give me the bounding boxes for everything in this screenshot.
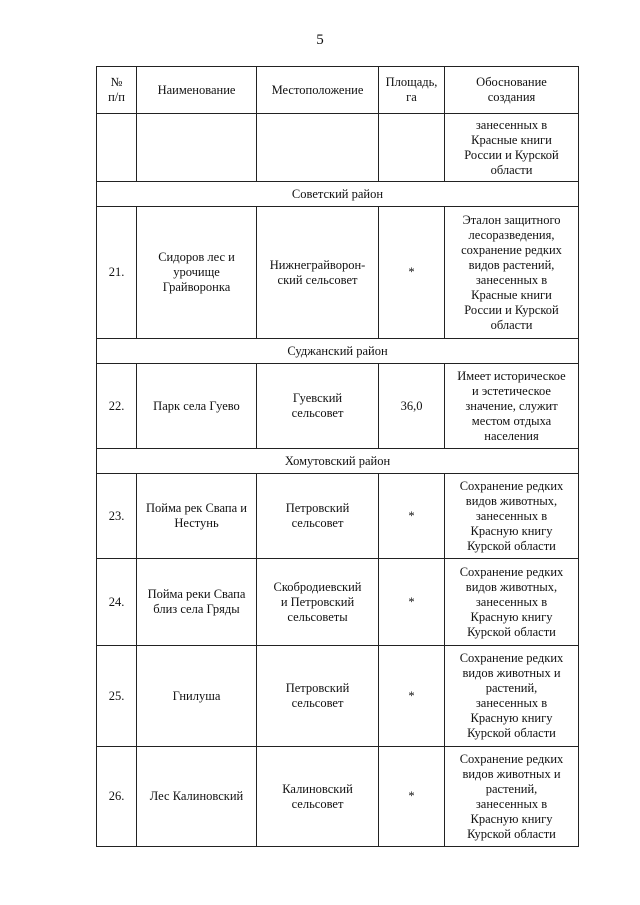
basis-line: растений, <box>485 681 538 695</box>
cell-name <box>137 207 257 339</box>
basis-line: России и Курской <box>464 302 559 317</box>
basis-line: Сохранение редких <box>459 564 564 579</box>
table-header-row <box>97 67 579 114</box>
header-basis-line: создания <box>487 90 536 104</box>
table-row <box>97 207 579 339</box>
cell-num <box>97 114 137 182</box>
cell-name <box>137 364 257 449</box>
basis-line: видов растений, <box>468 257 555 272</box>
basis-line: Красные книги <box>471 132 552 147</box>
name-line: урочище <box>173 265 220 279</box>
cell-name <box>137 646 257 747</box>
cell-basis <box>445 747 579 847</box>
location-line: Петровский <box>285 681 350 695</box>
name-line: близ села Гряды <box>153 602 240 616</box>
cell-area: * <box>379 207 445 339</box>
cell-num: 22. <box>97 364 137 449</box>
basis-line: видов животных и <box>462 766 561 781</box>
basis-line: занесенных в <box>475 796 548 811</box>
header-area-line: га <box>406 90 417 104</box>
basis-line: Курской области <box>467 826 556 841</box>
header-num-line: № <box>110 75 123 89</box>
basis-line: Курской области <box>467 726 556 740</box>
cell-num: 21. <box>97 207 137 339</box>
name-line: Грайворонка <box>162 280 231 294</box>
basis-line: области <box>490 162 533 177</box>
cell-name <box>137 114 257 182</box>
basis-line: Красную книгу <box>470 711 553 725</box>
basis-line: видов животных, <box>465 579 558 594</box>
cell-location <box>257 364 379 449</box>
name-line: Гнилуша <box>172 688 221 703</box>
location-line: Гуевский <box>292 391 343 405</box>
basis-line: занесенных в <box>475 508 548 523</box>
cell-area: * <box>379 747 445 847</box>
basis-line: занесенных в <box>475 594 548 609</box>
district-name: Советский район <box>97 182 579 207</box>
basis-line: Красную книгу <box>470 811 553 826</box>
header-basis-line: Обоснование <box>476 75 547 89</box>
cell-basis <box>445 207 579 339</box>
header-area-line: Площадь, <box>385 75 438 89</box>
section-row <box>97 182 579 207</box>
basis-line: области <box>490 317 533 332</box>
name-line: Парк села Гуево <box>153 398 240 413</box>
cell-name <box>137 474 257 559</box>
basis-line: видов животных и <box>462 666 561 680</box>
table-body <box>97 114 579 847</box>
cell-area: * <box>379 559 445 646</box>
cell-location <box>257 207 379 339</box>
basis-line: России и Курской <box>464 147 559 162</box>
district-name: Хомутовский район <box>97 449 579 474</box>
basis-line: сохранение редких <box>461 242 562 257</box>
header-num <box>97 67 137 114</box>
cell-num: 26. <box>97 747 137 847</box>
location-line: и Петровский <box>280 594 355 609</box>
location-line: сельсовет <box>291 516 344 530</box>
basis-line: Имеет историческое <box>457 368 566 383</box>
basis-line: видов животных, <box>465 493 558 508</box>
cell-name <box>137 747 257 847</box>
cell-basis <box>445 646 579 747</box>
table-row-continuation <box>97 114 579 182</box>
basis-line: Сохранение редких <box>459 651 564 665</box>
cell-area: 36,0 <box>379 364 445 449</box>
basis-line: Красную книгу <box>470 609 553 624</box>
cell-area <box>379 114 445 182</box>
table-row <box>97 364 579 449</box>
table-row <box>97 747 579 847</box>
basis-line: населения <box>484 428 539 443</box>
cell-num: 23. <box>97 474 137 559</box>
location-line: Петровский <box>285 501 350 515</box>
basis-line: Курской области <box>467 538 556 553</box>
basis-line: занесенных в <box>475 696 548 710</box>
header-basis <box>445 67 579 114</box>
cell-location <box>257 474 379 559</box>
cell-location <box>257 747 379 847</box>
basis-line: Красную книгу <box>470 523 553 538</box>
cell-basis <box>445 114 579 182</box>
table-row <box>97 559 579 646</box>
basis-line: местом отдыха <box>471 413 552 428</box>
header-num-line: п/п <box>108 90 125 104</box>
cell-area: * <box>379 646 445 747</box>
table-row <box>97 646 579 747</box>
cell-name <box>137 559 257 646</box>
cell-location <box>257 114 379 182</box>
basis-line: Эталон защитного <box>462 212 561 227</box>
location-line: Нижнеграйворон- <box>269 257 366 272</box>
page-number: 5 <box>316 32 324 48</box>
basis-line: и эстетическое <box>472 383 551 398</box>
basis-line: занесенных в <box>475 117 548 132</box>
protected-areas-table <box>96 66 579 847</box>
basis-line: Красные книги <box>471 287 552 302</box>
district-name: Суджанский район <box>97 339 579 364</box>
location-line: сельсовет <box>291 796 344 811</box>
header-name: Наименование <box>137 67 257 114</box>
cell-num: 25. <box>97 646 137 747</box>
name-line: Лес Калиновский <box>149 789 244 803</box>
name-line: Пойма рек Свапа и <box>146 501 247 515</box>
basis-line: занесенных в <box>475 272 548 287</box>
table-row <box>97 474 579 559</box>
cell-basis <box>445 364 579 449</box>
cell-location <box>257 646 379 747</box>
section-row <box>97 449 579 474</box>
basis-line: Сохранение редких <box>459 478 564 493</box>
basis-line: значение, служит <box>465 398 558 413</box>
section-row <box>97 339 579 364</box>
name-line: Нестунь <box>174 516 219 530</box>
location-line: сельсоветы <box>287 609 348 624</box>
location-line: Калиновский <box>282 781 353 796</box>
header-location: Местоположение <box>257 67 379 114</box>
basis-line: растений, <box>485 781 538 796</box>
location-line: сельсовет <box>291 696 344 710</box>
name-line: Сидоров лес и <box>158 250 235 264</box>
basis-line: Курской области <box>467 624 556 639</box>
location-line: ский сельсовет <box>277 272 358 287</box>
location-line: сельсовет <box>291 406 344 420</box>
cell-location <box>257 559 379 646</box>
cell-area: * <box>379 474 445 559</box>
header-area <box>379 67 445 114</box>
cell-num: 24. <box>97 559 137 646</box>
basis-line: лесоразведения, <box>468 227 555 242</box>
name-line: Пойма реки Свапа <box>147 587 246 601</box>
location-line: Скобродиевский <box>273 579 362 594</box>
basis-line: Сохранение редких <box>459 751 564 766</box>
cell-basis <box>445 474 579 559</box>
cell-basis <box>445 559 579 646</box>
